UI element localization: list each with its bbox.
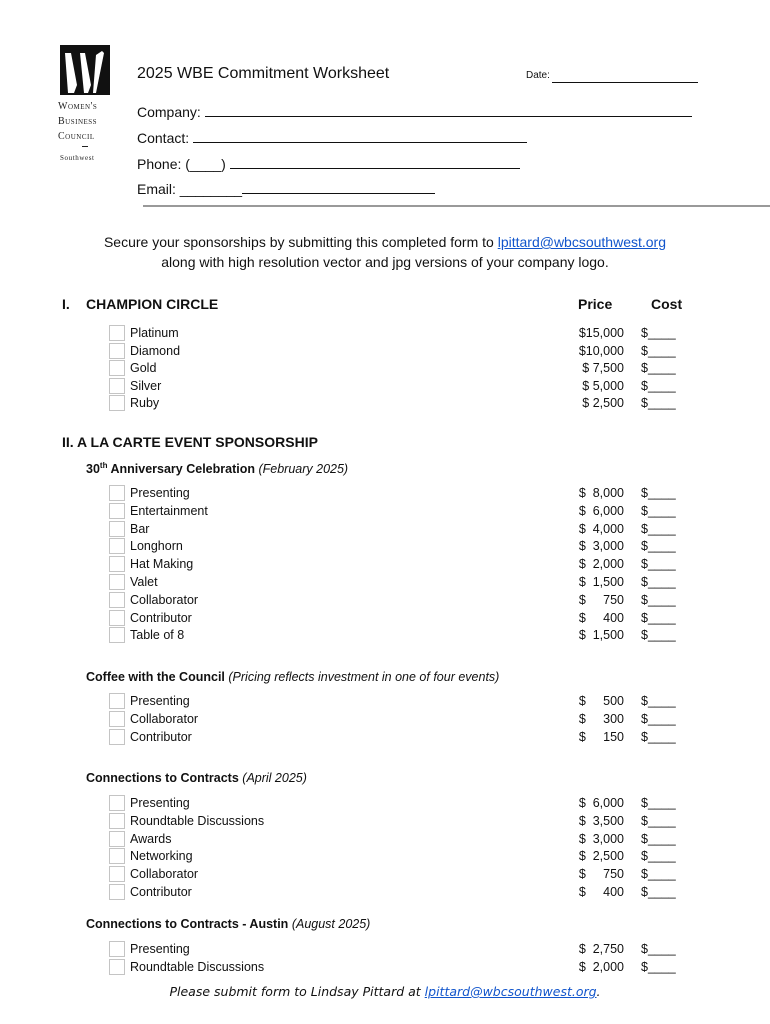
event-note: (Pricing reflects investment in one of four events): [228, 670, 500, 684]
item-cost-field[interactable]: $____: [641, 711, 676, 726]
item-price: $ 1,500: [578, 628, 624, 643]
event-note: (February 2025): [258, 462, 349, 477]
item-price: $ 2,000: [578, 959, 624, 974]
item-cost-field[interactable]: $____: [641, 503, 676, 518]
item-price: $15,000: [578, 326, 624, 340]
page-title: 2025 WBE Commitment Worksheet: [137, 65, 390, 82]
header-divider: [143, 205, 770, 207]
contact-row: [137, 130, 527, 146]
email-label: Email: ________: [137, 181, 243, 197]
item-price: $ 3,000: [578, 539, 624, 554]
price-column-header: Price: [578, 296, 613, 312]
item-label: Contributor: [130, 610, 192, 625]
item-label: Networking: [130, 849, 193, 864]
section-1-heading: CHAMPION CIRCLE: [86, 296, 219, 312]
item-label: Hat Making: [130, 557, 194, 572]
item-label: Roundtable Discussions: [130, 813, 265, 828]
item-cost-field[interactable]: $____: [641, 831, 676, 846]
item-price: $ 2,500: [578, 849, 624, 864]
item-label: Collaborator: [130, 867, 199, 882]
item-price: $ 150: [578, 729, 624, 744]
item-label: Silver: [130, 378, 162, 393]
item-price: $10,000: [578, 343, 624, 358]
event-note: (April 2025): [242, 771, 307, 785]
item-label: Awards: [130, 831, 172, 846]
item-label: Collaborator: [130, 592, 199, 607]
item-price: $ 2,750: [578, 942, 624, 956]
footer-text: Please submit form to Lindsay Pittard at: [169, 984, 421, 999]
checkbox[interactable]: [109, 959, 125, 975]
event-name: [86, 771, 239, 785]
item-label: Longhorn: [130, 539, 183, 554]
item-cost-field[interactable]: $____: [641, 361, 676, 376]
item-price: $ 750: [578, 592, 624, 607]
logo-text-line3: Council: [58, 131, 95, 142]
logo-text-line4: Southwest: [60, 154, 95, 162]
intro-text: Secure your sponsorships by submitting this completed form to: [103, 234, 494, 250]
item-price: $ 400: [578, 885, 624, 899]
phone-row: [137, 156, 520, 172]
item-cost-field[interactable]: $____: [641, 343, 676, 358]
item-label: Contributor: [130, 885, 192, 899]
checkbox[interactable]: [109, 395, 125, 411]
item-label: Platinum: [130, 326, 179, 340]
item-price: $ 5,000: [582, 378, 624, 393]
item-label: Contributor: [130, 729, 192, 744]
item-cost-field[interactable]: $____: [641, 557, 676, 572]
item-cost-field[interactable]: $____: [641, 486, 676, 500]
item-label: Presenting: [130, 694, 190, 708]
item-cost-field[interactable]: $____: [641, 326, 676, 340]
section-1-title: [62, 296, 218, 312]
item-label: Presenting: [130, 942, 190, 956]
intro-line-2: along with high resolution vector and jpg versions of your company logo.: [161, 254, 609, 270]
item-price: $ 1,500: [578, 575, 624, 589]
event-number: 30: [86, 462, 100, 477]
checkbox[interactable]: [109, 711, 125, 727]
logo-text-line2: Business: [58, 116, 98, 127]
item-price: $ 2,000: [578, 557, 624, 572]
item-price: $ 4,000: [578, 521, 624, 536]
event-title: Connections to Contracts - Austin: [86, 917, 289, 931]
checkbox[interactable]: [109, 693, 125, 709]
item-label: Collaborator: [130, 711, 199, 726]
event-name: [86, 917, 288, 931]
item-price: $ 3,000: [578, 831, 624, 846]
item-label: Valet: [130, 575, 158, 589]
checkbox[interactable]: [109, 729, 125, 745]
item-label: Gold: [130, 361, 157, 376]
item-cost-field[interactable]: $____: [641, 378, 676, 393]
item-cost-field[interactable]: $____: [641, 628, 676, 643]
email-field[interactable]: [242, 181, 435, 194]
item-cost-field[interactable]: $____: [641, 610, 676, 625]
item-cost-field[interactable]: $____: [641, 959, 676, 974]
item-price: $ 7,500: [582, 361, 624, 376]
checkbox[interactable]: [109, 521, 125, 537]
section-2-title: II. A LA CARTE EVENT SPONSORSHIP: [62, 434, 318, 450]
contact-field[interactable]: [193, 130, 527, 143]
checkbox[interactable]: [109, 795, 125, 811]
company-field[interactable]: [205, 104, 692, 117]
event-title: Anniversary Celebration: [107, 462, 255, 477]
item-price: $ 300: [578, 711, 624, 726]
logo-text-line1: Women's: [58, 101, 98, 112]
checkbox[interactable]: [109, 610, 125, 626]
item-price: $ 8,000: [578, 486, 624, 500]
phone-label: Phone: (____): [137, 156, 226, 172]
phone-field[interactable]: [230, 156, 520, 169]
checkbox[interactable]: [109, 627, 125, 643]
checkbox[interactable]: [109, 343, 125, 359]
event-note: (August 2025): [291, 917, 371, 931]
email-row: [137, 181, 435, 197]
logo-divider: [82, 146, 88, 147]
event-heading: [86, 917, 370, 931]
item-price: $ 750: [578, 867, 624, 882]
checkbox[interactable]: [109, 813, 125, 829]
intro-email-link[interactable]: lpittard@wbcsouthwest.org: [497, 234, 667, 250]
item-label: Presenting: [130, 486, 190, 500]
item-cost-field[interactable]: $____: [641, 575, 676, 589]
date-label: Date:: [526, 70, 550, 81]
event-name: [86, 462, 255, 476]
checkbox[interactable]: [109, 574, 125, 590]
date-field[interactable]: [552, 82, 698, 83]
event-name: [86, 670, 225, 684]
item-cost-field[interactable]: $____: [641, 694, 676, 708]
wbc-logo-mark-icon: [60, 45, 110, 95]
item-cost-field[interactable]: $____: [641, 849, 676, 864]
event-heading: [86, 461, 348, 476]
checkbox[interactable]: [109, 485, 125, 501]
item-label: Ruby: [130, 396, 160, 411]
company-row: [137, 104, 692, 120]
item-cost-field[interactable]: $____: [641, 592, 676, 607]
checkbox[interactable]: [109, 831, 125, 847]
item-label: Presenting: [130, 796, 190, 810]
checkbox[interactable]: [109, 941, 125, 957]
item-price: $ 6,000: [578, 796, 624, 810]
item-label: Bar: [130, 521, 150, 536]
item-label: Roundtable Discussions: [130, 959, 265, 974]
item-price: $ 400: [578, 610, 624, 625]
checkbox[interactable]: [109, 848, 125, 864]
checkbox[interactable]: [109, 592, 125, 608]
event-title: Coffee with the Council: [86, 670, 225, 684]
item-price: $ 2,500: [582, 396, 624, 411]
footer-note: [0, 984, 770, 999]
checkbox[interactable]: [109, 378, 125, 394]
checkbox[interactable]: [109, 503, 125, 519]
section-1-roman: I.: [62, 296, 70, 312]
contact-label: Contact:: [137, 130, 190, 146]
checkbox[interactable]: [109, 325, 125, 341]
item-cost-field[interactable]: $____: [641, 885, 676, 899]
item-cost-field[interactable]: $____: [641, 942, 676, 956]
company-label: Company:: [137, 104, 201, 120]
item-cost-field[interactable]: $____: [641, 813, 676, 828]
item-cost-field[interactable]: $____: [641, 796, 676, 810]
event-title: Connections to Contracts: [86, 771, 239, 785]
checkbox[interactable]: [109, 538, 125, 554]
intro-line-1: [0, 234, 770, 250]
item-label: Entertainment: [130, 503, 208, 518]
item-price: $ 500: [578, 694, 624, 708]
cost-column-header: Cost: [651, 296, 683, 312]
footer-email-link[interactable]: lpittard@wbcsouthwest.org: [424, 984, 597, 999]
item-cost-field[interactable]: $____: [641, 729, 676, 744]
event-heading: [86, 771, 307, 785]
item-price: $ 3,500: [578, 813, 624, 828]
item-cost-field[interactable]: $____: [641, 396, 676, 411]
event-number-suffix: th: [99, 461, 108, 470]
event-heading: [86, 670, 499, 684]
item-label: Diamond: [130, 343, 181, 358]
item-cost-field[interactable]: $____: [641, 539, 676, 554]
checkbox[interactable]: [109, 556, 125, 572]
checkbox[interactable]: [109, 360, 125, 376]
checkbox[interactable]: [109, 884, 125, 900]
item-cost-field[interactable]: $____: [641, 521, 676, 536]
footer-end: .: [596, 984, 601, 999]
checkbox[interactable]: [109, 866, 125, 882]
item-label: Table of 8: [130, 628, 185, 643]
item-price: $ 6,000: [578, 503, 624, 518]
item-cost-field[interactable]: $____: [641, 867, 676, 882]
